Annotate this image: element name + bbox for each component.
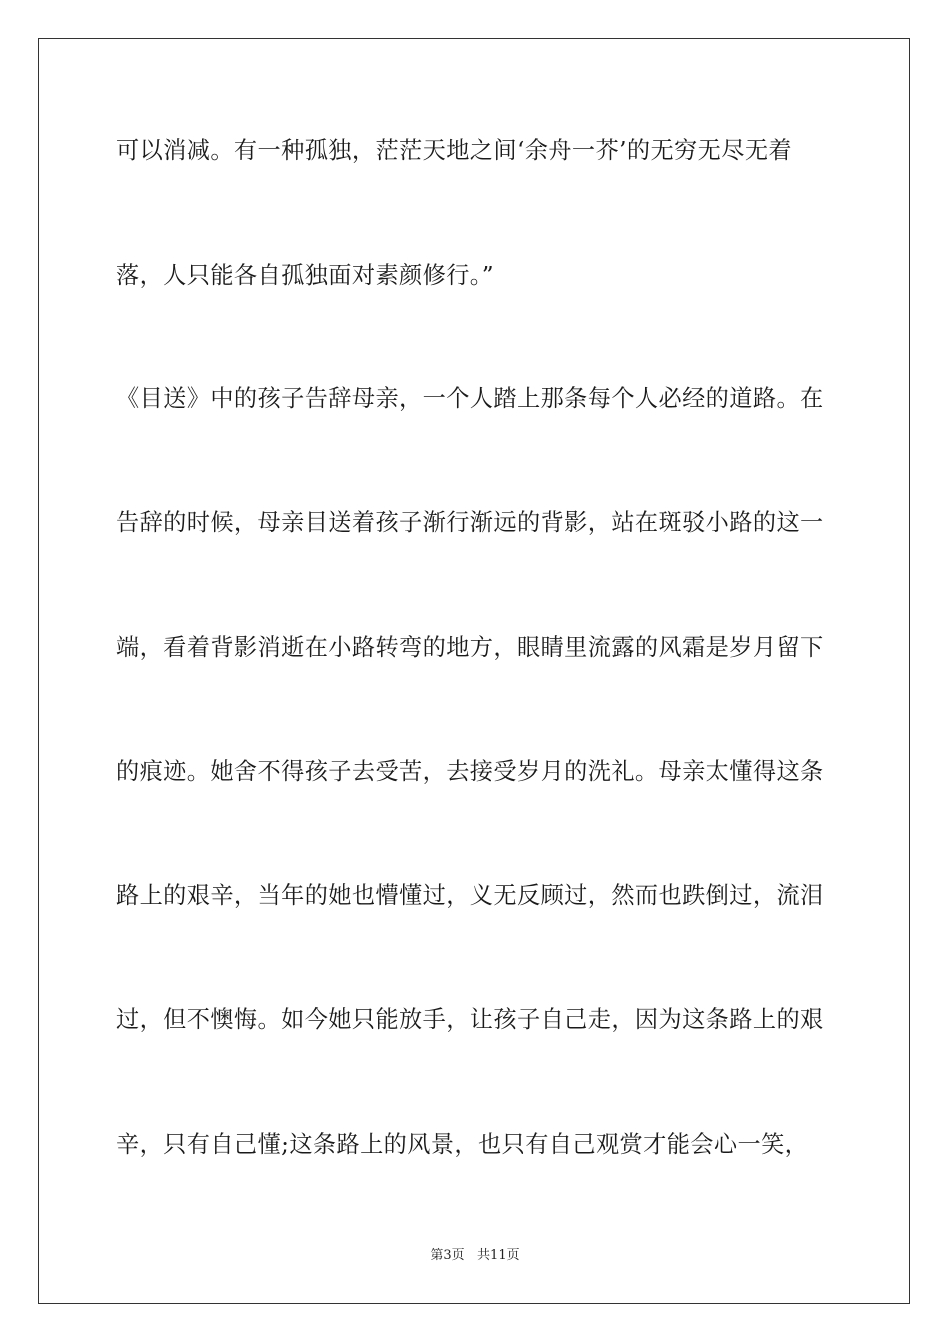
body-text-line: 落，人只能各自孤独面对素颜修行。”: [116, 262, 495, 289]
body-text-line: 的痕迹。她舍不得孩子去受苦，去接受岁月的洗礼。母亲太懂得这条: [116, 758, 824, 785]
body-text-line: 过，但不懊悔。如今她只能放手，让孩子自己走，因为这条路上的艰: [116, 1006, 824, 1033]
body-text-line: 路上的艰辛，当年的她也懵懂过，义无反顾过，然而也跌倒过，流泪: [116, 882, 824, 909]
page-border: [38, 38, 910, 1304]
body-text-line: 告辞的时候，母亲目送着孩子渐行渐远的背影，站在斑驳小路的这一: [116, 509, 824, 536]
body-text-line: 《目送》中的孩子告辞母亲，一个人踏上那条每个人必经的道路。在: [116, 385, 824, 412]
body-text-line: 辛，只有自己懂;这条路上的风景，也只有自己观赏才能会心一笑，: [116, 1131, 809, 1158]
page-number-footer: 第3页 共11页: [430, 1248, 520, 1263]
body-text-line: 端，看着背影消逝在小路转弯的地方，眼睛里流露的风霜是岁月留下: [116, 634, 824, 661]
body-text-line: 可以消减。有一种孤独，茫茫天地之间‘余舟一芥’的无穷无尽无着: [116, 137, 792, 164]
